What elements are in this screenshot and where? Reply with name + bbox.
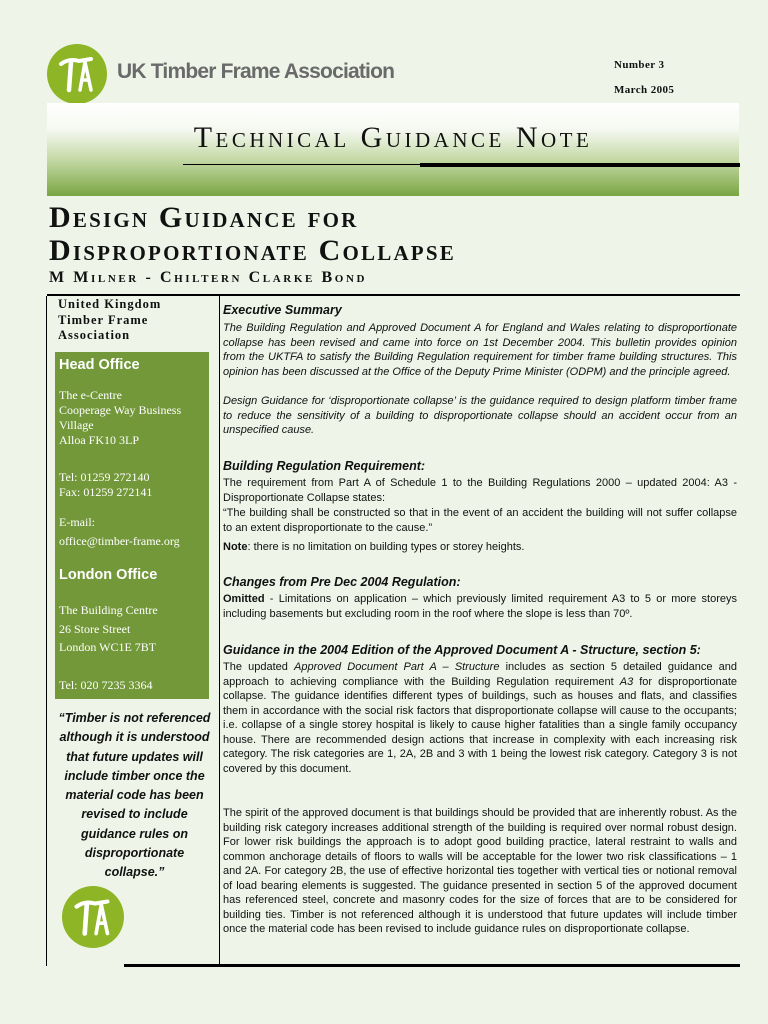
issue-info xyxy=(614,53,674,103)
london-office-heading: London Office xyxy=(59,567,158,583)
banner-rule-thin xyxy=(183,164,420,165)
title-line-2: Disproportionate Collapse xyxy=(49,234,456,267)
text-run: Approved Document Part A – Structure xyxy=(294,661,500,673)
head-office-fax: Fax: 01259 272141 xyxy=(59,485,153,499)
london-office-address: London WC1E 7BT xyxy=(59,640,157,654)
regulation-para: The requirement from Part A of Schedule 1 to the Building Regulations 2000 – updated 2004: A3 - Disproportionate Collapse states: xyxy=(223,477,737,504)
issue-date: March 2005 xyxy=(614,84,675,96)
regulation-note xyxy=(223,540,737,555)
text-run: A3 xyxy=(619,675,634,688)
london-office-tel: Tel: 020 7235 3364 xyxy=(59,678,153,692)
text-run: includes as section 5 detailed guidance and approach to achieving compliance with the Building Regulation requirement xyxy=(223,661,737,688)
bottom-rule xyxy=(124,964,740,967)
tfa-logo xyxy=(47,44,107,104)
email-link[interactable]: office@timber-frame.org xyxy=(59,534,180,548)
note-text: : there is no limitation on building types or storey heights. xyxy=(247,541,525,553)
head-office-tel: Tel: 01259 272140 xyxy=(59,470,150,484)
text-run: The updated xyxy=(223,661,295,673)
org-line: United Kingdom xyxy=(58,297,162,311)
contact-box xyxy=(55,352,209,699)
head-office-address: The e-Centre xyxy=(59,388,122,402)
exec-summary-para: The Building Regulation and Approved Document A for England and Wales relating to disproportionate collapse has been revised and came into force on 1st December 2004. This bulletin provides opinion from the UKTFA to satisfy the Building Regulation requirement for timber frame building structures. This opinion has been discussed at the Office of the Deputy Prime Minister (ODPM) and the principle agreed. xyxy=(223,322,737,378)
head-office-address: Village xyxy=(59,418,94,432)
column-rule xyxy=(219,296,220,966)
guidance-heading: Guidance in the 2004 Edition of the Approved Document A - Structure, section 5: xyxy=(223,643,701,657)
banner-rule-thick xyxy=(420,163,740,167)
exec-summary-heading: Executive Summary xyxy=(223,303,342,317)
guidance-para: The spirit of the approved document is that buildings should be provided that are inherently robust. As the building risk category increases additional strength of the building is required over normal robust design. For lower risk buildings the approach is to adopt good building practice, lateral restraint to walls and common anchorage details of floors to walls will be acceptable for the lower two risk classifications – 1 and 2A. For category 2B, the use of effective horizontal ties together with vertical ties or notional removal of load bearing elements is suggested. The guidance presented in section 5 of the approved document has referenced steel, concrete and masonry codes for the size of forces that are to be considered for building ties. Timber is not referenced although it is understood that future updates will include timber once the material code has been revised to include guidance rules on disproportionate collapse. xyxy=(223,807,737,935)
title-line-1: Design Guidance for xyxy=(49,201,359,234)
email-label: E-mail: xyxy=(59,515,95,529)
note-label: Note xyxy=(223,541,248,553)
regulation-heading: Building Regulation Requirement: xyxy=(223,459,426,473)
org-line: Association xyxy=(58,328,131,342)
changes-para xyxy=(223,592,737,621)
association-name: UK Timber Frame Association xyxy=(117,60,395,83)
section-divider xyxy=(47,294,740,296)
issue-number: Number 3 xyxy=(614,59,665,71)
regulation-quote: “The building shall be constructed so that in the event of an accident the building will not suffer collapse to an extent disproportionate to the cause.” xyxy=(223,507,737,534)
sidebar-org-name xyxy=(58,297,161,344)
guidance-para xyxy=(223,660,737,776)
pull-quote: “Timber is not referenced although it is understood that future updates will include timber once the material code has been revised to include guidance rules on disproportionate collapse.” xyxy=(58,711,211,880)
head-office-heading: Head Office xyxy=(59,357,140,373)
omitted-text: - Limitations on application – which previously limited requirement A3 to 5 or more storeys including basements but excluding room in the roof where the slope is less than 70º. xyxy=(223,593,737,620)
author-line: M Milner - Chiltern Clarke Bond xyxy=(49,269,368,286)
sidebar-left-rule xyxy=(46,296,47,966)
exec-summary-para: Design Guidance for ‘disproportionate collapse’ is the guidance required to design platform timber frame to reduce the sensitivity of a building to disproportionate collapse should an accident occur from an unspecified cause. xyxy=(223,395,737,436)
text-run: for disproportionate collapse. The guidance identifies different types of buildings, such as houses and flats, and classifies them in accordance with the social risk factors that disproportionate collapse will cause to the occupants; i.e. collapse of a single storey hospital is likely to cause higher fatalities than a single family occupancy house. There are recommended design actions that increase in complexity with each increasing risk category. The risk categories are 1, 2A, 2B and 3 with 1 being the lowest risk category. Category 3 is not covered by this document. xyxy=(223,675,737,775)
document-title xyxy=(49,201,456,267)
head-office-address: Cooperage Way Business xyxy=(59,403,182,417)
head-office-address: Alloa FK10 3LP xyxy=(59,433,140,447)
london-office-address: The Building Centre xyxy=(59,603,158,617)
london-office-address: 26 Store Street xyxy=(59,622,131,636)
omitted-label: Omitted xyxy=(223,593,265,605)
tfa-logo-small xyxy=(62,886,124,948)
changes-heading: Changes from Pre Dec 2004 Regulation: xyxy=(223,575,461,589)
org-line: Timber Frame xyxy=(58,312,149,327)
banner-title: Technical Guidance Note xyxy=(193,121,593,154)
